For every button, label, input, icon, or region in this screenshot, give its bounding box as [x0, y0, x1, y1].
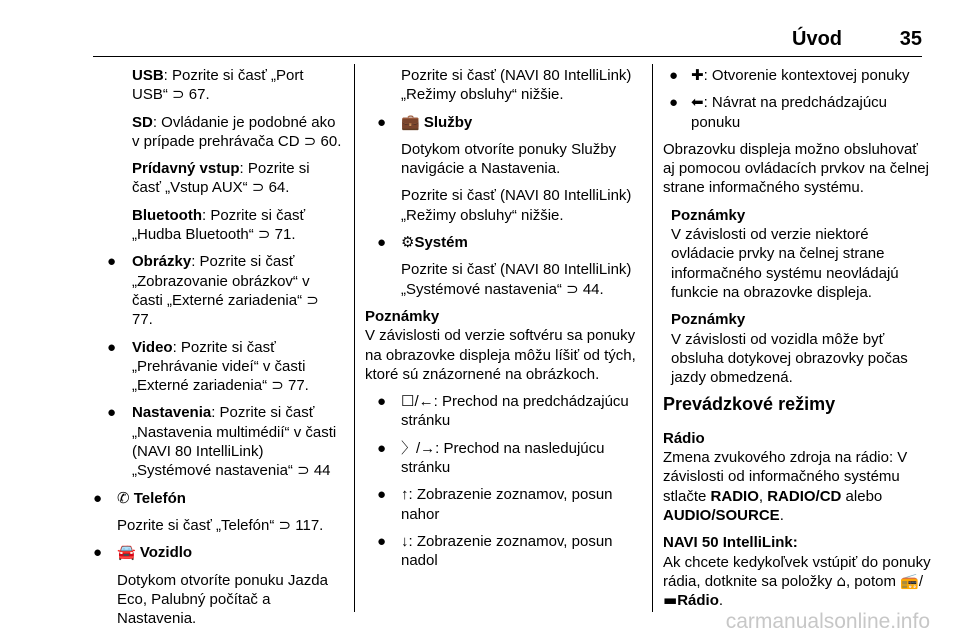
list-item: ● 〉/→: Prechod na nasledujúcu stránku [377, 439, 605, 477]
page-title: Úvod [792, 28, 842, 50]
briefcase-icon: 💼 [401, 112, 420, 131]
page-ref-icon: ⊃ [271, 376, 284, 395]
vozidlo-text: Dotykom otvoríte ponuku Jazda Eco, Palubný počítač a Nastavenia. [117, 571, 328, 628]
note-title: Poznámky [671, 206, 746, 224]
list-item: ● 🚘 Vozidlo [93, 543, 193, 562]
list-item: ● Nastavenia: Pozrite si časť „Nastavenia multimédií“ v časti (NAVI 80 IntelliLink) „Systémové nastavenia“ ⊃ 44 [107, 404, 337, 480]
list-item: ● Video: Pozrite si časť „Prehrávanie videí“ v časti „Externé zariadenia“ ⊃ 77. [107, 338, 309, 395]
page-ref-icon: ⊃ [278, 515, 292, 534]
page-header [642, 28, 922, 56]
list-item: ● ↑: Zobrazenie zoznamov, posun nahor [377, 486, 613, 523]
car-icon: 🚘 [117, 543, 136, 562]
usb-entry: USB: Pozrite si časť „Port USB“ ⊃ 67. [132, 67, 304, 104]
next-page-icon: 〉/→ [401, 439, 436, 457]
prev-page-icon: ☐/← [401, 393, 434, 411]
header-rule [93, 56, 922, 57]
telefon-text: Pozrite si časť „Telefón“ ⊃ 117. [117, 515, 324, 534]
radio-icon: 📻 [900, 571, 919, 590]
list-item: ● ⚙Systém [377, 233, 468, 252]
section-heading: Prevádzkové režimy [663, 394, 836, 415]
sluzby-text-1: Dotykom otvoríte ponuky Služby navigácie a Nastavenia. [401, 140, 617, 178]
note-title: Poznámky [365, 307, 440, 325]
note-text: V závislosti od verzie softvéru sa ponuky na obrazovke displeja môžu líšiť od tých, ktoré sú znázornené na obrázkoch. [365, 327, 636, 383]
note-1 [663, 206, 931, 388]
page-ref-icon: ⊃ [251, 178, 265, 197]
list-item: ● ☐/←: Prechod na predchádzajúcu stránku [377, 393, 629, 430]
paragraph: Obrazovku displeja možno obsluhovať aj pomocou ovládacích prvkov na čelnej strane informačného systému. [663, 140, 929, 197]
list-item: ● Obrázky: Pozrite si časť „Zobrazovanie obrázkov“ v časti „Externé zariadenia“ ⊃ 77. [107, 253, 319, 329]
page-ref-icon: ⊃ [257, 225, 271, 244]
page-ref-icon: ⊃ [297, 461, 310, 480]
page-ref-icon: ⊃ [303, 131, 317, 150]
column-1 [87, 66, 342, 636]
sd-entry: SD: Ovládanie je podobné ako v prípade prehrávača CD ⊃ 60. [132, 113, 342, 150]
subheading-radio: Rádio [663, 429, 705, 447]
watermark: carmanualsonline.info [725, 610, 930, 633]
column-divider [652, 64, 653, 612]
system-gear-icon: ⚙ [401, 233, 415, 252]
subheading-navi: NAVI 50 IntelliLink: [663, 534, 798, 552]
list-item: ● ✚: Otvorenie kontextovej ponuky [669, 66, 910, 84]
sluzby-text-2: Pozrite si časť (NAVI 80 IntelliLink) „Režimy obsluhy“ nižšie. [401, 187, 632, 224]
media-icon: ▬ [663, 591, 678, 610]
radio-text: Zmena zvukového zdroja na rádio: V závislosti od informačného systému stlačte RADIO, RADIO/CD alebo AUDIO/SOURCE. [663, 449, 908, 524]
note-text: V závislosti od verzie niektoré ovládacie prvky na čelnej strane informačného systému neovládajú funkcie na obrazovke displeja. [671, 226, 899, 301]
list-item: ● ✆ Telefón [93, 488, 186, 507]
column-divider [354, 64, 355, 612]
list-item: ● ↓: Zobrazenie zoznamov, posun nadol [377, 532, 613, 570]
column-2 [365, 66, 640, 579]
page-number: 35 [899, 28, 922, 50]
intro-text: Pozrite si časť (NAVI 80 IntelliLink) „Režimy obsluhy“ nižšie. [401, 67, 632, 104]
list-item: ● ⬅: Návrat na predchádzajúcu ponuku [669, 93, 888, 131]
arrow-down-icon: ↓ [401, 532, 409, 550]
note-text: V závislosti od vozidla môže byť obsluha dotykovej obrazovky počas jazdy obmedzená. [671, 330, 908, 387]
system-text: Pozrite si časť (NAVI 80 IntelliLink) „Systémové nastavenia“ ⊃ 44. [401, 261, 632, 298]
home-icon: ⌂ [836, 571, 846, 590]
page-ref-icon: ⊃ [306, 290, 319, 309]
aux-entry: Prídavný vstup: Pozrite si časť „Vstup AUX“ ⊃ 64. [132, 160, 310, 197]
page-ref-icon: ⊃ [566, 279, 579, 298]
arrow-up-icon: ↑ [401, 486, 409, 504]
navi-text: Ak chcete kedykoľvek vstúpiť do ponuky rádia, dotknite sa položky ⌂, potom 📻/▬Rádio. [663, 553, 931, 610]
page-ref-icon: ⊃ [172, 85, 185, 104]
plus-icon: ✚ [691, 66, 704, 84]
bluetooth-entry: Bluetooth: Pozrite si časť „Hudba Bluetooth“ ⊃ 71. [132, 206, 306, 244]
note-title: Poznámky [671, 311, 746, 329]
phone-icon: ✆ [117, 488, 130, 507]
back-arrow-icon: ⬅ [691, 93, 704, 112]
column-3 [663, 66, 931, 618]
list-item: ● 💼 Služby [377, 112, 473, 131]
